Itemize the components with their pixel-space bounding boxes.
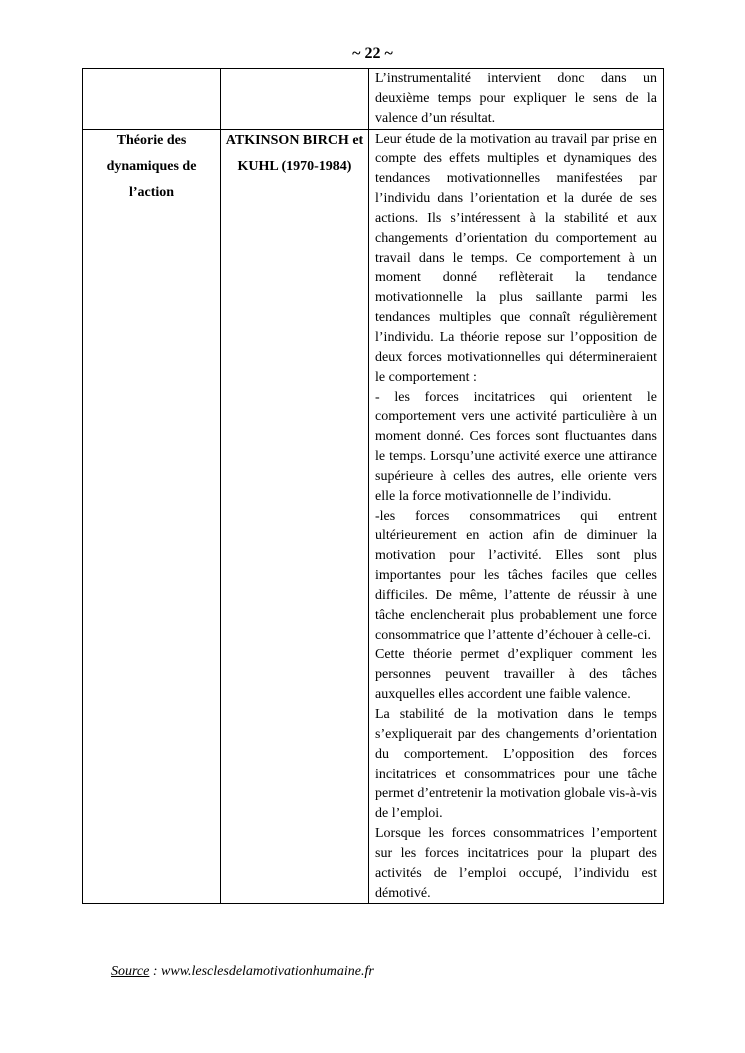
description-paragraph: Lorsque les forces consommatrices l’emportent sur les forces incitatrices pour la plupart des activités de l’emploi occupé, l’individu est démotivé. (375, 826, 657, 901)
theory-name: Théorie des dynamiques de l’action (106, 132, 197, 200)
source-note (111, 962, 374, 982)
description-paragraph: Cette théorie permet d’expliquer comment les personnes peuvent travailler à des tâches auxquelles elles accordent une faible valence. (375, 647, 657, 703)
source-text: : www.lesclesdelamotivationhumaine.fr (149, 964, 374, 979)
theory-authors: ATKINSON BIRCH et KUHL (1970-1984) (225, 132, 364, 174)
description-paragraph: L’instrumentalité intervient donc dans un deuxième temps pour expliquer le sens de la valence d’un résultat. (375, 71, 657, 126)
page-number: ~ 22 ~ (352, 45, 393, 62)
description-paragraph: -les forces consommatrices qui entrent ultérieurement en action afin de diminuer la motivation pour l’activité. Elles sont plus importantes pour les tâches faciles que celles difficiles. De même, l’attente de réussir à une tâche enclencherait plus probablement une force consommatrice que l’attente d’échouer à celle-ci. (375, 508, 657, 643)
table-cell-authors (221, 129, 369, 904)
theory-description (369, 130, 663, 904)
table-cell-authors (221, 69, 369, 130)
table-row (83, 129, 664, 904)
table-cell-description (369, 129, 664, 904)
table-cell-description (369, 69, 664, 130)
description-paragraph: - les forces incitatrices qui orientent le comportement vers une activité particulière à un moment donné. Ces forces sont fluctuantes dans le temps. Lorsqu’une activité exerce une attirance supérieure à celles des autres, elle oriente vers elle la force motivationnelle de l’individu. (375, 389, 657, 504)
description-paragraph: Leur étude de la motivation au travail par prise en compte des effets multiples et dynamiques des tendances motivationnelles manifestées par l’individu dans l’orientation et la durée de ses actions. Ils s’intéressent à la stabilité et aux changements d’orientation du comportement au travail dans le temps. Ce comportement à un moment donné reflèterait la tendance motivationnelle la plus saillante parmi les tendances multiples que connaît régulièrement l’individu. La théorie repose sur l’opposition de deux forces motivationnelles qui détermineraient le comportement : (375, 131, 657, 385)
table-row (83, 69, 664, 130)
table-cell-theory (83, 69, 221, 130)
theories-table (82, 68, 664, 904)
source-label: Source (111, 964, 150, 979)
description-paragraph: La stabilité de la motivation dans le temps s’expliquerait par des changements d’orientation du comportement. L’opposition des forces incitatrices et consommatrices pour une tâche permet d’entretenir la motivation globale vis-à-vis de l’emploi. (375, 707, 657, 822)
table-cell-theory (83, 129, 221, 904)
